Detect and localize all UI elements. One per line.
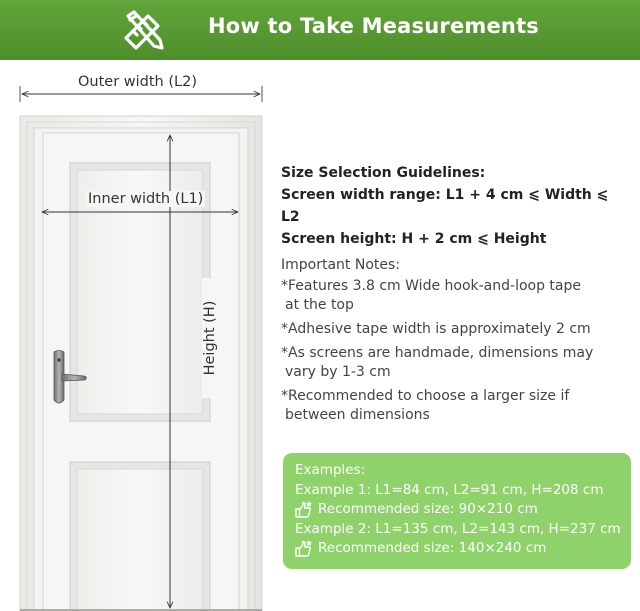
recommendation-2: Recommended size: 140×240 cm [295, 539, 619, 559]
outer-width-label: Outer width (L2) [78, 74, 197, 90]
note-item: *Features 3.8 cm Wide hook-and-loop tape at the top [281, 278, 582, 313]
recommendation-1: Recommended size: 90×210 cm [295, 500, 619, 520]
door-illustration [0, 60, 280, 611]
examples-title: Examples: [295, 462, 366, 478]
example-2: Example 2: L1=135 cm, L2=143 cm, H=237 cm [295, 520, 621, 537]
door-diagram [0, 60, 280, 611]
note-item: *Recommended to choose a larger size if between dimensions [281, 388, 570, 423]
guidelines-title: Size Selection Guidelines: [281, 165, 486, 181]
page-header [0, 0, 640, 60]
note-item: *Adhesive tape width is approximately 2 cm [281, 321, 591, 337]
inner-width-label: Inner width (L1) [88, 191, 204, 207]
size-guidelines [281, 162, 631, 250]
thumbs-up-icon [295, 501, 313, 518]
notes-title: Important Notes: [281, 257, 401, 273]
examples-box [283, 453, 631, 569]
height-rule: Screen height: H + 2 cm ⩽ Height [281, 231, 547, 247]
ruler-pencil-icon [120, 8, 166, 52]
note-item: *As screens are handmade, dimensions may vary by 1-3 cm [281, 345, 594, 380]
width-rule: Screen width range: L1 + 4 cm ⩽ Width ⩽ L2 [281, 187, 609, 225]
example-1: Example 1: L1=84 cm, L2=91 cm, H=208 cm [295, 481, 604, 498]
height-label: Height (H) [202, 278, 218, 398]
important-notes [281, 256, 631, 425]
page-title: How to Take Measurements [208, 14, 540, 38]
thumbs-up-icon [295, 540, 313, 557]
